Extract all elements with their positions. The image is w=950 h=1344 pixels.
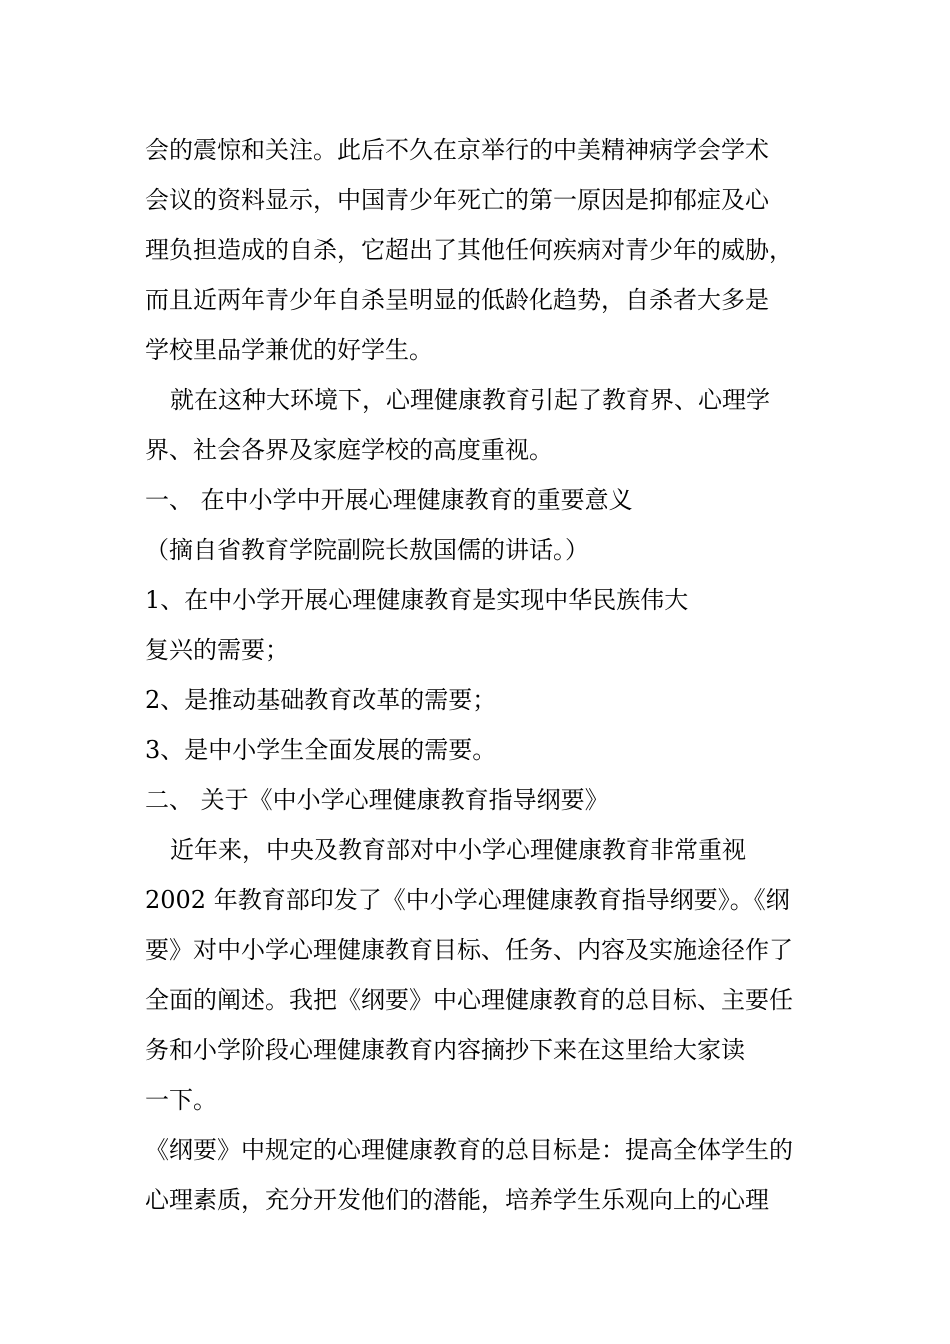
list-item-2: 2、是推动基础教育改革的需要； <box>145 686 497 714</box>
section-heading-1: 一、 在中小学中开展心理健康教育的重要意义 <box>145 486 633 514</box>
list-item-1-continued: 复兴的需要； <box>145 636 289 664</box>
text-line: 心理素质，充分开发他们的潜能，培养学生乐观向上的心理 <box>145 1186 769 1214</box>
source-note: （摘自省教育学院副院长敖国儒的讲话。） <box>145 536 589 564</box>
text-line: 《纲要》中规定的心理健康教育的总目标是：提高全体学生的 <box>145 1136 793 1164</box>
text-line: 会议的资料显示，中国青少年死亡的第一原因是抑郁症及心 <box>145 186 769 214</box>
text-line: 而且近两年青少年自杀呈明显的低龄化趋势，自杀者大多是 <box>145 286 769 314</box>
text-line: 务和小学阶段心理健康教育内容摘抄下来在这里给大家读 <box>145 1036 745 1064</box>
text-line: 2002 年教育部印发了《中小学心理健康教育指导纲要》。《纲 <box>145 886 790 914</box>
list-item-1: 1、在中小学开展心理健康教育是实现中华民族伟大 <box>145 586 689 614</box>
text-line: 要》对中小学心理健康教育目标、任务、内容及实施途径作了 <box>145 936 793 964</box>
paragraph-start-line: 近年来，中央及教育部对中小学心理健康教育非常重视 <box>170 836 746 864</box>
paragraph-start-line: 就在这种大环境下，心理健康教育引起了教育界、心理学 <box>170 386 770 414</box>
text-line: 一下。 <box>145 1086 217 1114</box>
text-line: 理负担造成的自杀，它超出了其他任何疾病对青少年的威胁， <box>145 236 793 264</box>
text-line: 全面的阐述。我把《纲要》中心理健康教育的总目标、主要任 <box>145 986 793 1014</box>
text-line: 学校里品学兼优的好学生。 <box>145 336 433 364</box>
section-heading-2: 二、 关于《中小学心理健康教育指导纲要》 <box>145 786 609 814</box>
text-line: 会的震惊和关注。此后不久在京举行的中美精神病学会学术 <box>145 136 769 164</box>
text-line: 界、社会各界及家庭学校的高度重视。 <box>145 436 553 464</box>
list-item-3: 3、是中小学生全面发展的需要。 <box>145 736 497 764</box>
